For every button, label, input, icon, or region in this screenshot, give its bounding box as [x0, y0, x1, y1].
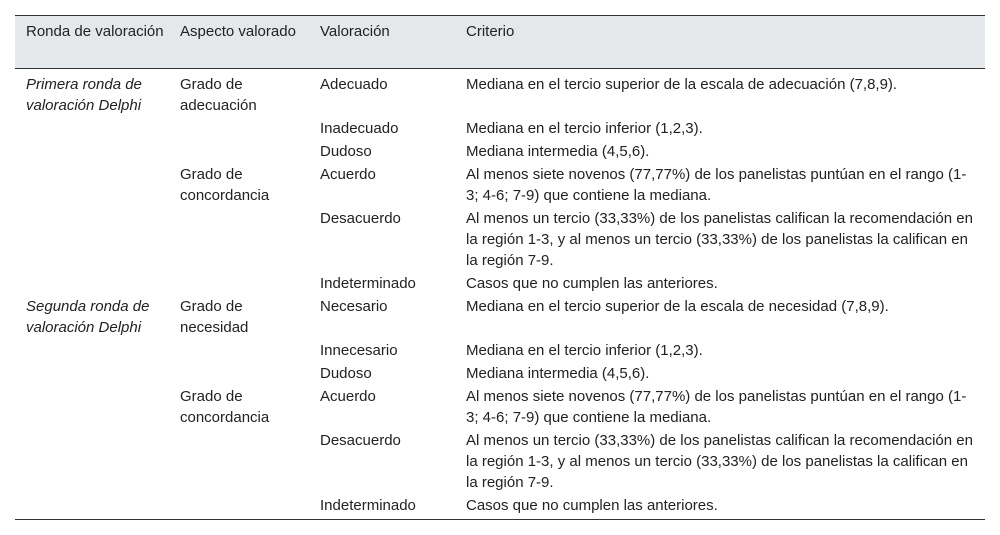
- table-row: Mediana intermedia (4,5,6).: [466, 365, 650, 382]
- table-body: [15, 69, 985, 520]
- table-header: [15, 15, 985, 69]
- round-2-aspect-1: Grado de necesidad: [180, 298, 249, 336]
- table-row: Inadecuado: [320, 120, 399, 137]
- table-row: Al menos siete novenos (77,77%) de los panelistas puntúan en el rango (1-3; 4-6; 7-9) que contiene la mediana.: [466, 166, 967, 204]
- table-row: Innecesario: [320, 342, 398, 359]
- header-aspecto: Aspecto valorado: [180, 23, 296, 40]
- round-2-label: Segunda ronda de valoración Delphi: [26, 298, 150, 336]
- round-2-aspect-2: Grado de concordancia: [180, 388, 270, 426]
- table-row: Al menos un tercio (33,33%) de los panelistas califican la recomendación en la región 1-3, y al menos un tercio (33,33%) de los panelistas la califican en la región 7-9.: [466, 210, 973, 269]
- table-row: Mediana en el tercio superior de la escala de adecuación (7,8,9).: [466, 76, 898, 93]
- table-row: Dudoso: [320, 365, 372, 382]
- table-row: Indeterminado: [320, 497, 416, 514]
- header-criterio: Criterio: [466, 23, 515, 40]
- table-row: Acuerdo: [320, 388, 376, 405]
- round-1-aspect-2: Grado de concordancia: [180, 166, 270, 204]
- table-row: Al menos un tercio (33,33%) de los panelistas califican la recomendación en la región 1-3, y al menos un tercio (33,33%) de los panelistas la califican en la región 7-9.: [466, 432, 973, 491]
- table-row: Dudoso: [320, 143, 372, 160]
- table-row: Desacuerdo: [320, 432, 401, 449]
- table-row: Acuerdo: [320, 166, 376, 183]
- table-row: Adecuado: [320, 76, 388, 93]
- table-row: Casos que no cumplen las anteriores.: [466, 275, 718, 292]
- table-row: Necesario: [320, 298, 388, 315]
- delphi-criteria-table: [15, 15, 985, 520]
- header-ronda: Ronda de valoración: [26, 23, 164, 40]
- table-row: Mediana en el tercio superior de la escala de necesidad (7,8,9).: [466, 298, 889, 315]
- table-row: Al menos siete novenos (77,77%) de los panelistas puntúan en el rango (1-3; 4-6; 7-9) que contiene la mediana.: [466, 388, 967, 426]
- table-row: Casos que no cumplen las anteriores.: [466, 497, 718, 514]
- table-row: Mediana en el tercio inferior (1,2,3).: [466, 342, 703, 359]
- table-row: Mediana en el tercio inferior (1,2,3).: [466, 120, 703, 137]
- header-valoracion: Valoración: [320, 23, 390, 40]
- table-row: Indeterminado: [320, 275, 416, 292]
- table-row: Mediana intermedia (4,5,6).: [466, 143, 650, 160]
- round-1-aspect-1: Grado de adecuación: [180, 76, 257, 114]
- round-1-label: Primera ronda de valoración Delphi: [26, 76, 142, 114]
- table-row: Desacuerdo: [320, 210, 401, 227]
